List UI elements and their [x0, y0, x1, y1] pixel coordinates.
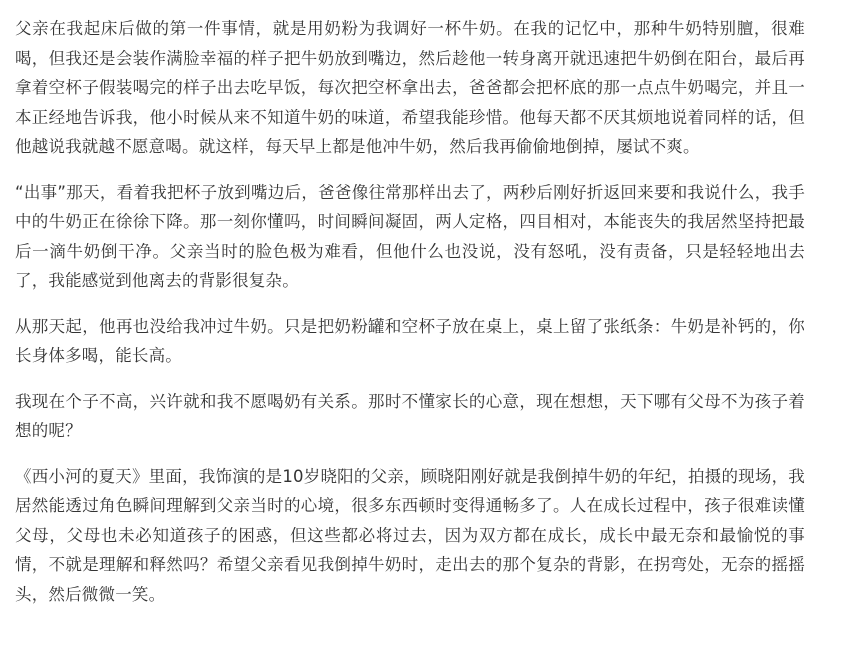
article-body — [15, 14, 805, 625]
paragraph-1: 父亲在我起床后做的第一件事情，就是用奶粉为我调好一杯牛奶。在我的记忆中，那种牛奶特别膻，很难喝，但我还是会装作满脸幸福的样子把牛奶放到嘴边，然后趁他一转身离开就迅速把牛奶倒在阳台，最后再拿着空杯子假装喝完的样子出去吃早饭，每次把空杯拿出去，爸爸都会把杯底的那一点点牛奶喝完，并且一本正经地告诉我，他小时候从来不知道牛奶的味道，希望我能珍惜。他每天都不厌其烦地说着同样的话，但他越说我就越不愿意喝。就这样，每天早上都是他冲牛奶，然后我再偷偷地倒掉，屡试不爽。 — [15, 19, 805, 156]
paragraph-5: 《西小河的夏天》里面，我饰演的是10岁晓阳的父亲，顾晓阳刚好就是我倒掉牛奶的年纪，拍摄的现场，我居然能透过角色瞬间理解到父亲当时的心境，很多东西顿时变得通畅多了。人在成长过程中，孩子很难读懂父母，父母也未必知道孩子的困惑，但这些都必将过去，因为双方都在成长，成长中最无奈和最愉悦的事情，不就是理解和释然吗？希望父亲看见我倒掉牛奶时，走出去的那个复杂的背影，在拐弯处，无奈的摇摇头，然后微微一笑。 — [15, 466, 805, 604]
paragraph-2: “出事”那天，看着我把杯子放到嘴边后，爸爸像往常那样出去了，两秒后刚好折返回来要和我说什么，我手中的牛奶正在徐徐下降。那一刻你懂吗，时间瞬间凝固，两人定格，四目相对，本能丧失的我居然坚持把最后一滴牛奶倒干净。父亲当时的脸色极为难看，但他什么也没说，没有怒吼，没有责备，只是轻轻地出去了，我能感觉到他离去的背影很复杂。 — [15, 182, 805, 290]
paragraph-3: 从那天起，他再也没给我冲过牛奶。只是把奶粉罐和空杯子放在桌上，桌上留了张纸条：牛奶是补钙的，你长身体多喝，能长高。 — [15, 316, 805, 365]
paragraph-4: 我现在个子不高，兴许就和我不愿喝奶有关系。那时不懂家长的心意，现在想想，天下哪有父母不为孩子着想的呢？ — [15, 391, 805, 440]
